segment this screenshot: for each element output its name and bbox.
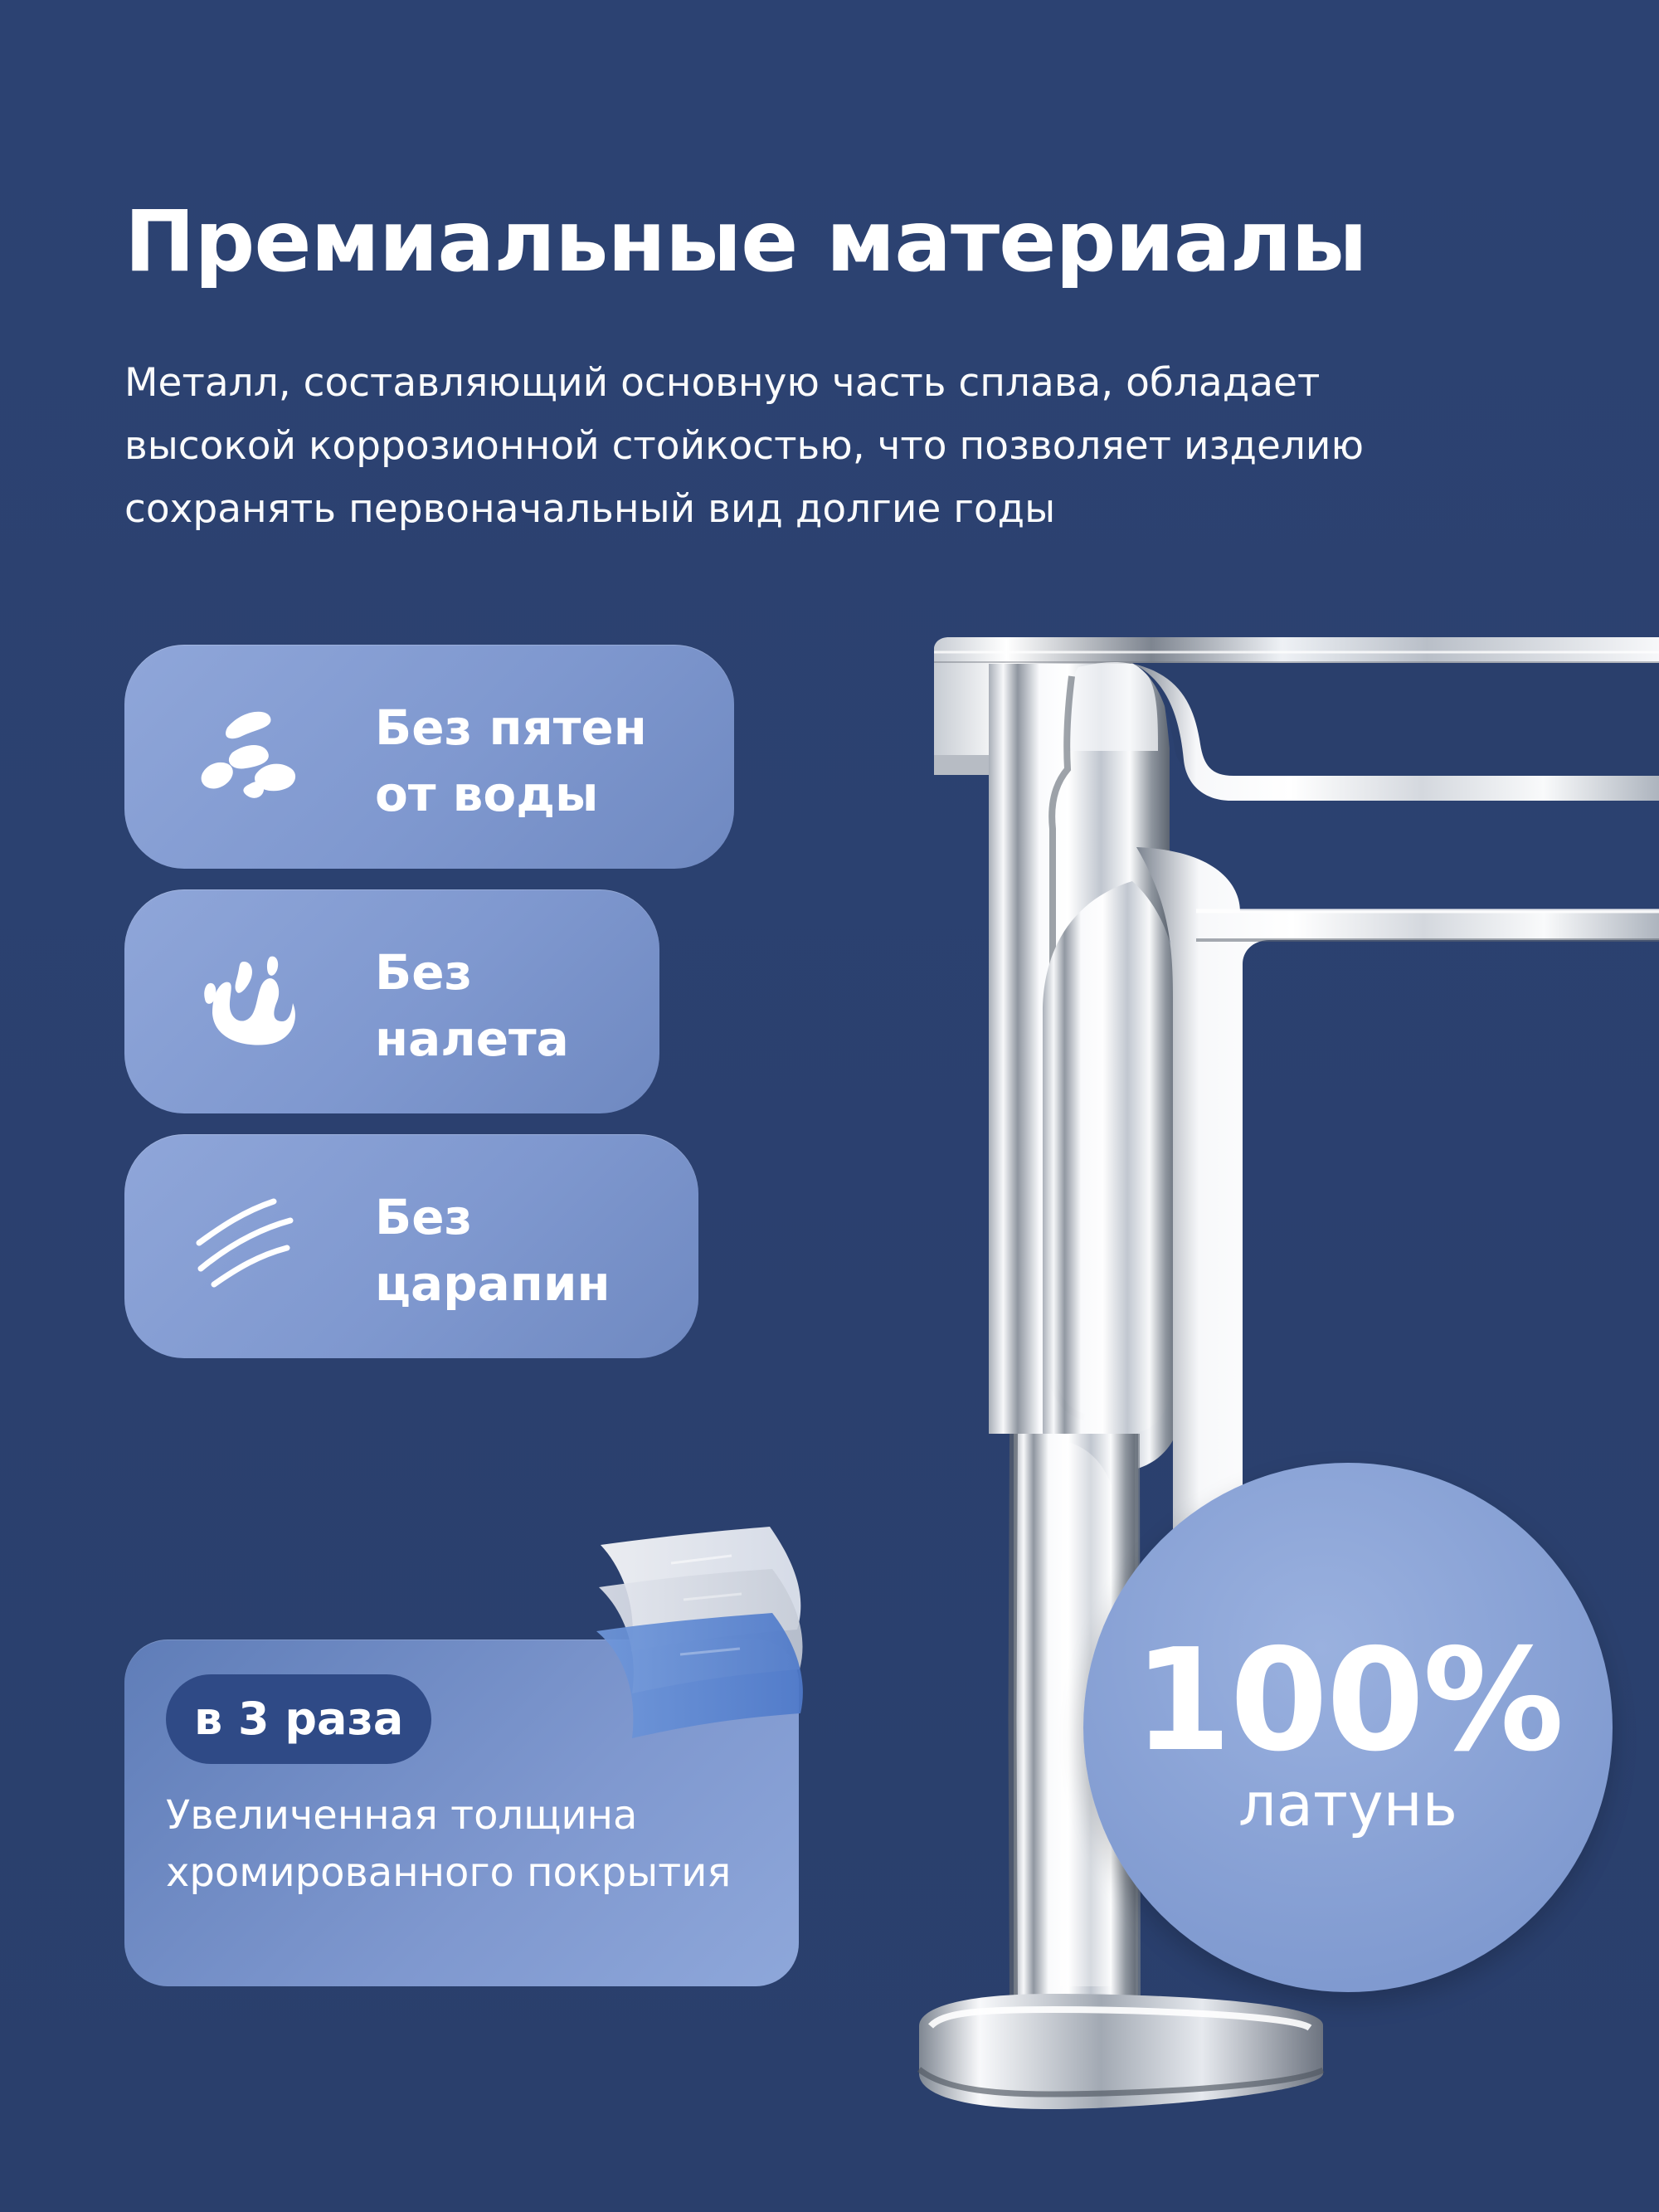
feature-line-2: от воды — [375, 766, 599, 822]
coating-layers-icon — [584, 1527, 899, 1767]
feature-card-water-spots — [124, 645, 734, 869]
feature-line-1: Без — [375, 1189, 473, 1245]
brass-percent: 100% — [1133, 1619, 1563, 1783]
feature-line-1: Без пятен — [375, 699, 647, 756]
coating-badge: в 3 раза — [166, 1674, 431, 1764]
splash-icon — [184, 938, 309, 1062]
feature-card-limescale — [124, 889, 659, 1113]
page-title: Премиальные материалы — [124, 192, 1367, 291]
feature-text-water-spots — [375, 694, 647, 827]
feature-line-2: налета — [375, 1011, 569, 1067]
feature-card-scratches — [124, 1134, 698, 1358]
coating-text: Увеличенная толщина хромированного покрытия — [166, 1792, 732, 1896]
scratch-lines-icon — [184, 1182, 309, 1307]
feature-text-scratches — [375, 1184, 611, 1317]
feature-line-2: царапин — [375, 1255, 611, 1312]
water-spots-icon — [184, 693, 309, 817]
feature-text-limescale — [375, 939, 569, 1072]
feature-line-1: Без — [375, 944, 473, 1001]
brass-label: латунь — [1238, 1770, 1458, 1839]
brass-badge — [1083, 1463, 1613, 1992]
page-subtitle: Металл, составляющий основную часть сплава, обладает высокой коррозионной стойкостью, что позволяет изделию сохранять первоначальный вид долгие годы — [124, 360, 1365, 532]
